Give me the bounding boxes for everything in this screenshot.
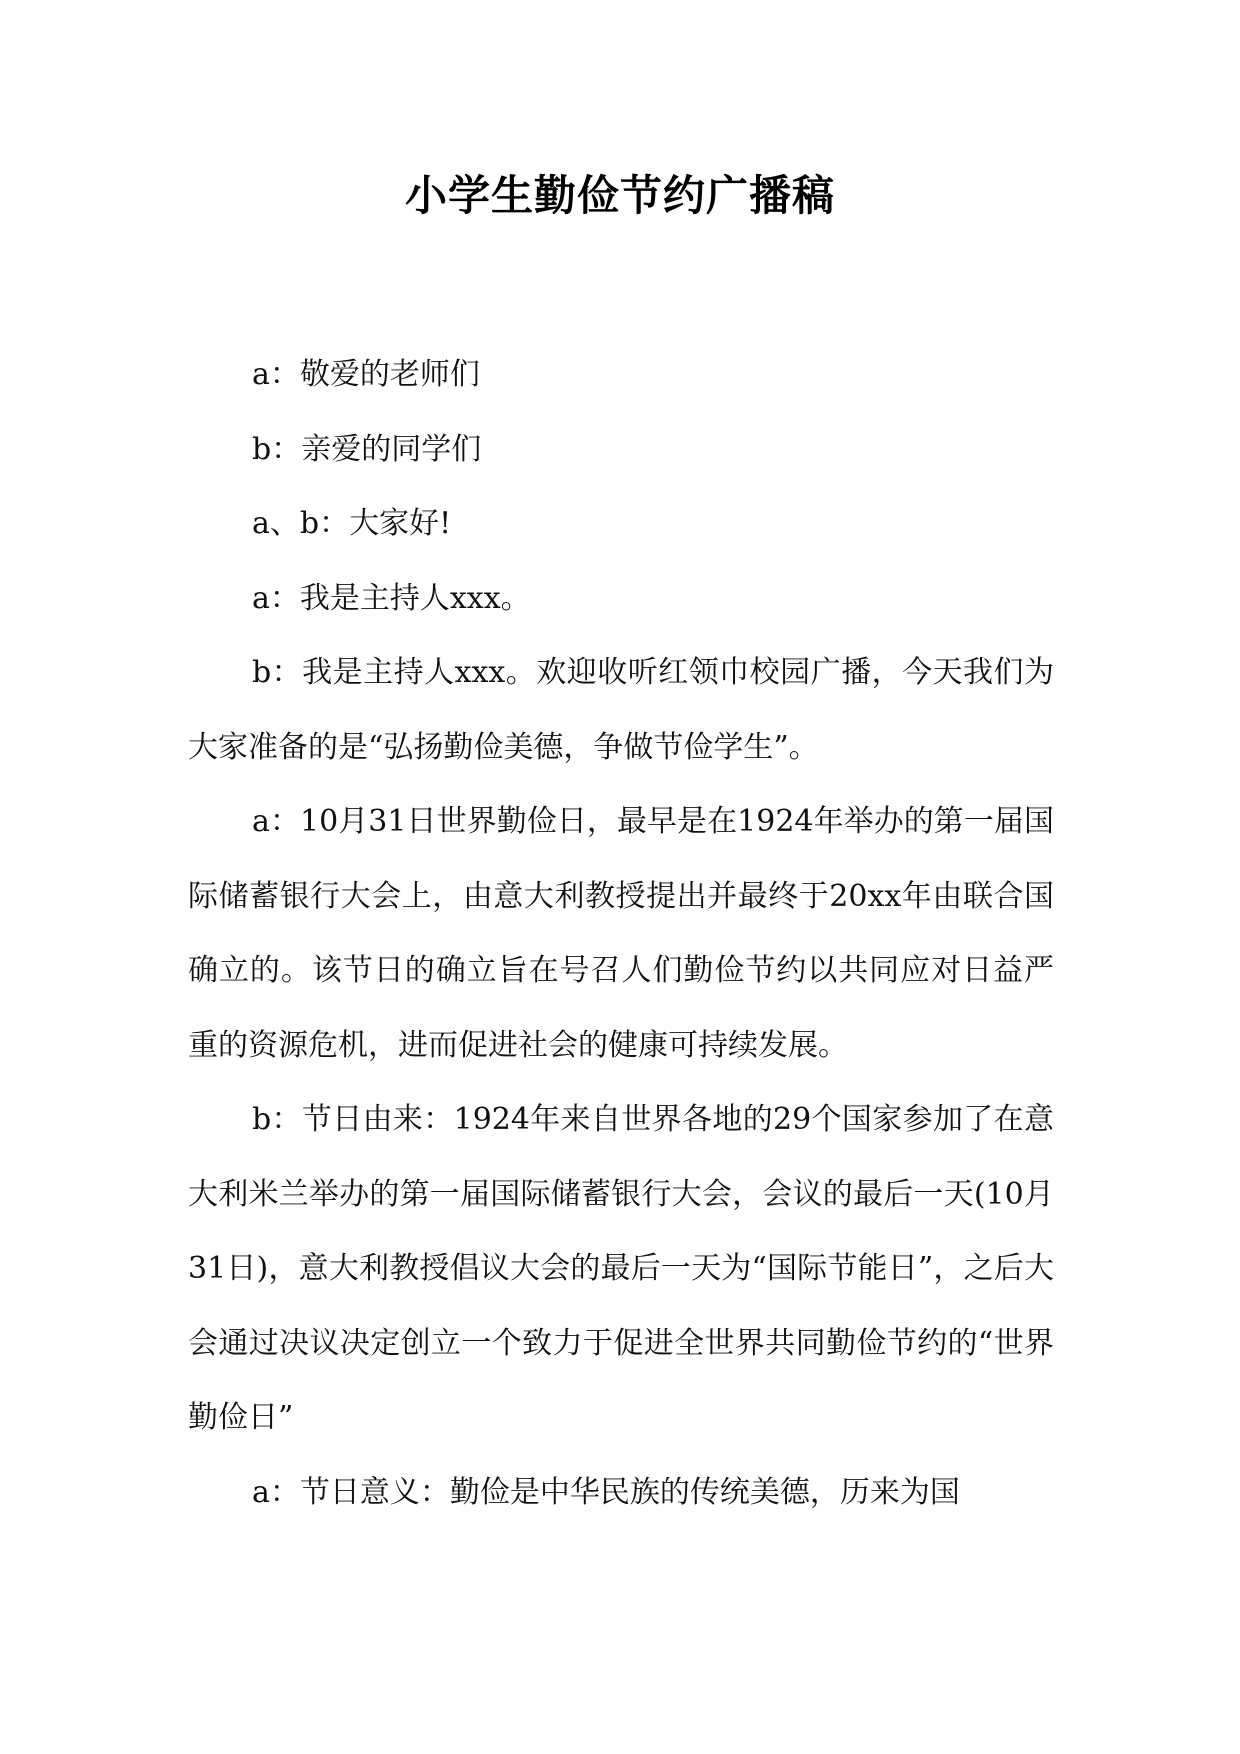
document-title: 小学生勤俭节约广播稿 — [404, 171, 835, 220]
paragraph: a：节日意义：勤俭是中华民族的传统美德，历来为国 — [252, 1474, 960, 1510]
paragraph: a：我是主持人xxx。 — [252, 580, 531, 616]
paragraph: a：10月31日世界勤俭日，最早是在1924年举办的第一届国际储蓄银行大会上，由意大利教授提出并最终于20xx年由联合国确立的。该节日的确立旨在号召人们勤俭节约以共同应对日益严重的资源危机，进而促进社会的健康可持续发展。 — [188, 804, 1054, 1063]
document-body — [188, 338, 1054, 1530]
paragraph: b：亲爱的同学们 — [252, 431, 482, 467]
paragraph: b：节日由来：1924年来自世界各地的29个国家参加了在意大利米兰举办的第一届国际储蓄银行大会，会议的最后一天(10月31日)，意大利教授倡议大会的最后一天为“国际节能日”，之后大会通过决议决定创立一个致力于促进全世界共同勤俭节约的“世界勤俭日” — [188, 1102, 1054, 1435]
paragraph: b：我是主持人xxx。欢迎收听红领巾校园广播，今天我们为大家准备的是“弘扬勤俭美德，争做节俭学生”。 — [188, 655, 1054, 765]
paragraph: a：敬爱的老师们 — [252, 357, 480, 392]
paragraph: a、b：大家好! — [252, 506, 452, 541]
